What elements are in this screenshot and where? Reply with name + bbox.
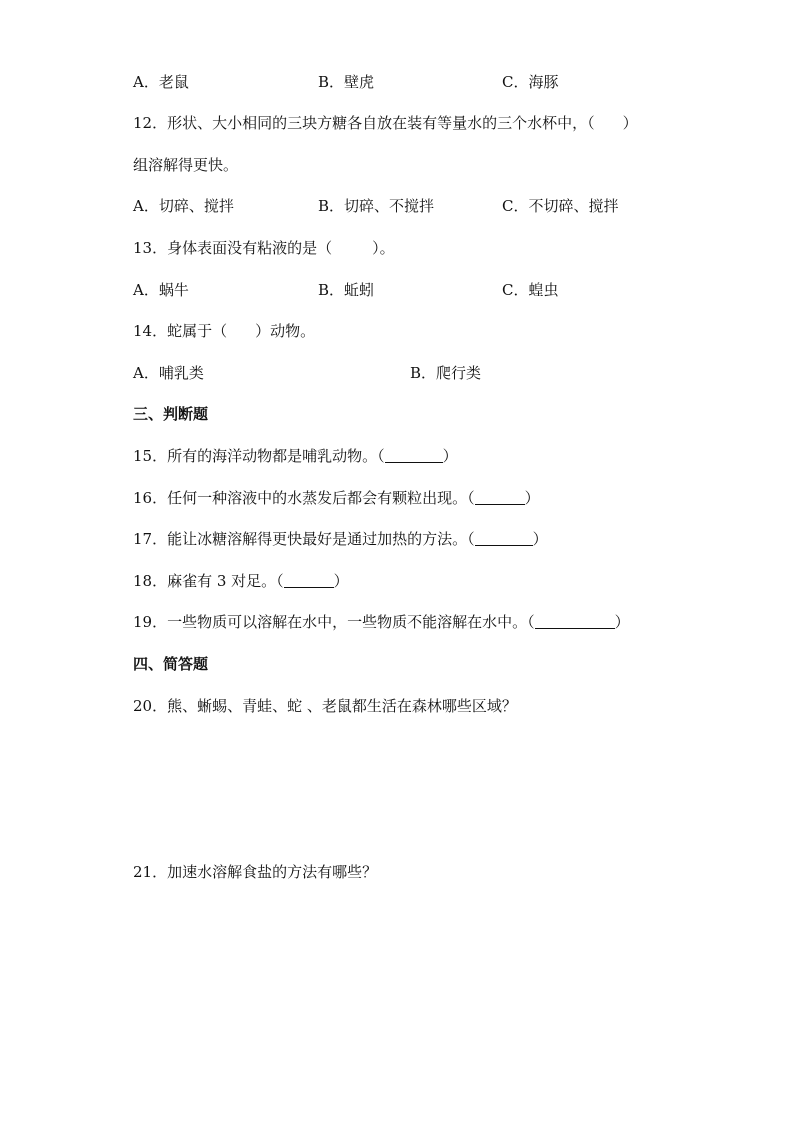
q18-text: 18．麻雀有 3 对足。（ [133,572,284,590]
q12-question-line2: 组溶解得更快。 [133,156,239,174]
q19-question [133,612,630,632]
q13-close-paren: ）。 [372,239,395,257]
q19-close-paren: ） [614,613,630,631]
q12-option-a[interactable]: A．切碎、搅拌 [133,197,234,215]
q12-option-c[interactable]: C．不切碎、搅拌 [502,197,619,215]
q13-option-c[interactable]: C．蝗虫 [502,281,559,299]
q21-question: 21．加速水溶解食盐的方法有哪些？ [133,863,378,881]
q21-answer-area[interactable] [133,890,663,1040]
q20-answer-area[interactable] [133,724,663,849]
q15-text: 15．所有的海洋动物都是哺乳动物。（ [133,447,385,465]
q15-answer-blank[interactable] [385,448,443,463]
q16-text: 16．任何一种溶液中的水蒸发后都会有颗粒出现。（ [133,489,475,507]
q12-close-paren: ） [622,114,638,132]
q14-option-a[interactable]: A．哺乳类 [133,364,204,382]
q13-option-b[interactable]: B．蚯蚓 [318,281,375,299]
q20-question: 20．熊、蜥蜴、青蛙、蛇 、老鼠都生活在森林哪些区域？ [133,697,517,715]
section-heading-short-answer: 四、简答题 [133,655,209,673]
q13-question [133,238,395,258]
q16-answer-blank[interactable] [475,490,525,505]
q17-text: 17．能让冰糖溶解得更快最好是通过加热的方法。（ [133,530,475,548]
q18-question [133,571,349,591]
q19-text: 19．一些物质可以溶解在水中，一些物质不能溶解在水中。（ [133,613,535,631]
q12-option-b[interactable]: B．切碎、不搅拌 [318,197,435,215]
q18-answer-blank[interactable] [284,573,334,588]
q16-question [133,488,540,508]
q18-close-paren: ） [333,572,349,590]
q14-text: 14．蛇属于（ [133,322,228,340]
q17-close-paren: ） [532,530,548,548]
q12-question-line1 [133,113,638,133]
q14-question [133,321,315,341]
q14-option-b[interactable]: B．爬行类 [410,364,482,382]
q17-question [133,529,548,549]
q13-option-a[interactable]: A．蜗牛 [133,281,189,299]
q15-close-paren: ） [442,447,458,465]
q14-close-paren: ）动物。 [255,322,316,340]
q16-close-paren: ） [524,489,540,507]
q19-answer-blank[interactable] [535,614,615,629]
q15-question [133,446,458,466]
section-heading-judgement: 三、判断题 [133,405,209,423]
q11-option-b[interactable]: B．壁虎 [318,73,375,91]
q13-text: 13．身体表面没有粘液的是（ [133,239,333,257]
q11-option-c[interactable]: C．海豚 [502,73,559,91]
q11-option-a[interactable]: A．老鼠 [133,73,189,91]
q12-text: 12．形状、大小相同的三块方糖各自放在装有等量水的三个水杯中，（ [133,114,595,132]
q17-answer-blank[interactable] [475,531,533,546]
